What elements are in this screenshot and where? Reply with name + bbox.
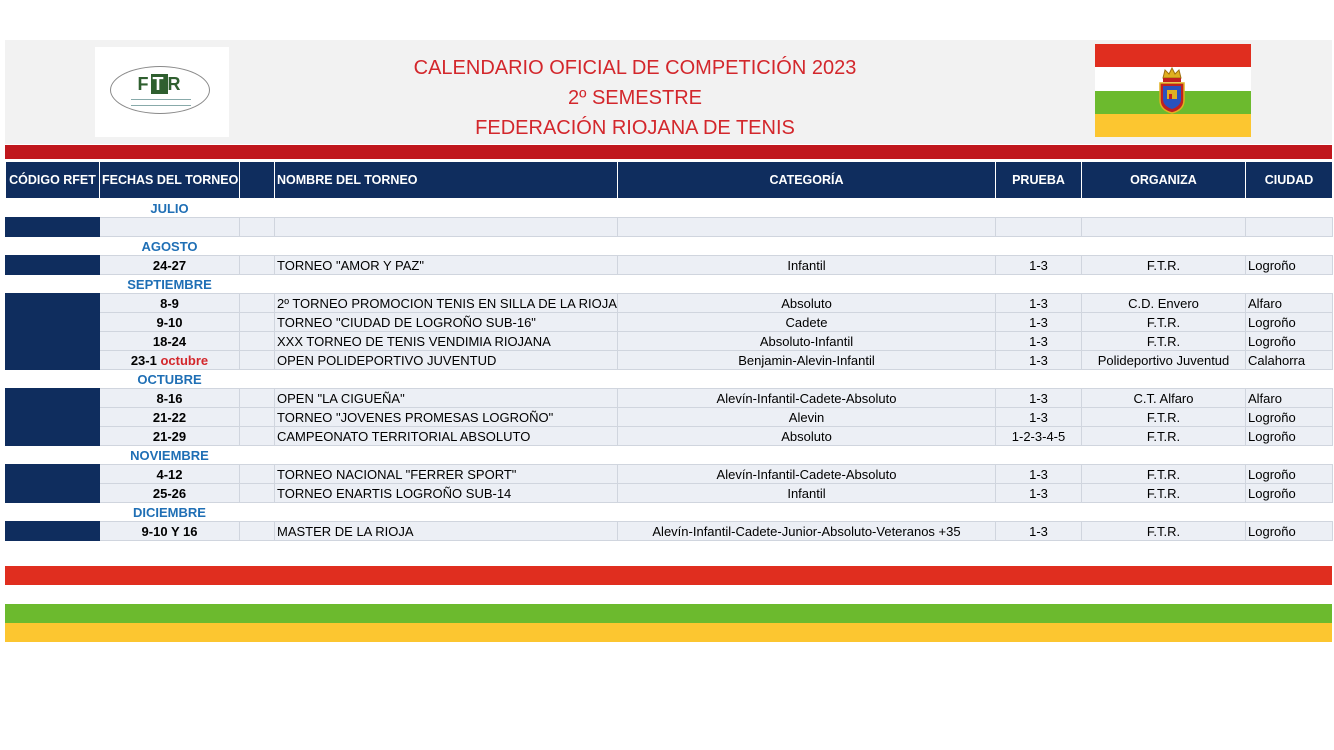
month-row (6, 199, 1333, 218)
month-row-cell (275, 199, 618, 218)
codigo-cell (6, 522, 100, 541)
categoria-cell: Alevín-Infantil-Cadete-Absoluto (618, 465, 996, 484)
month-row-cell (996, 446, 1082, 465)
col-organiza: ORGANIZA (1082, 162, 1246, 199)
table-row (6, 218, 1333, 237)
month-label: AGOSTO (100, 237, 240, 256)
table-row (6, 427, 1333, 446)
categoria-cell: Alevín-Infantil-Cadete-Absoluto (618, 389, 996, 408)
coat-of-arms-icon (1155, 64, 1189, 116)
blank-cell (240, 465, 275, 484)
fechas-cell (100, 351, 240, 370)
ciudad-cell: Logroño (1246, 465, 1333, 484)
table-row (6, 522, 1333, 541)
categoria-cell: Benjamin-Alevin-Infantil (618, 351, 996, 370)
blank-cell (240, 332, 275, 351)
title-line-3: FEDERACIÓN RIOJANA DE TENIS (475, 117, 795, 139)
categoria-cell: Infantil (618, 256, 996, 275)
organiza-cell: F.T.R. (1082, 427, 1246, 446)
nombre-cell (275, 218, 618, 237)
nombre-cell: OPEN POLIDEPORTIVO JUVENTUD (275, 351, 618, 370)
title-line-1: CALENDARIO OFICIAL DE COMPETICIÓN 2023 (413, 57, 857, 79)
nombre-cell: TORNEO NACIONAL "FERRER SPORT" (275, 465, 618, 484)
month-row-cell (6, 199, 100, 218)
categoria-cell: Absoluto (618, 294, 996, 313)
month-row-cell (275, 446, 618, 465)
month-row-cell (240, 503, 275, 522)
month-row-cell (618, 370, 996, 389)
prueba-cell: 1-3 (996, 408, 1082, 427)
month-row-cell (1246, 199, 1333, 218)
categoria-cell (618, 218, 996, 237)
table-row (6, 256, 1333, 275)
prueba-cell: 1-3 (996, 332, 1082, 351)
month-row-cell (240, 446, 275, 465)
fechas-cell (100, 218, 240, 237)
table-row (6, 408, 1333, 427)
month-row-cell (6, 237, 100, 256)
prueba-cell: 1-3 (996, 351, 1082, 370)
blank-cell (240, 522, 275, 541)
nombre-cell: TORNEO "AMOR Y PAZ" (275, 256, 618, 275)
categoria-cell: Absoluto-Infantil (618, 332, 996, 351)
month-label: JULIO (100, 199, 240, 218)
month-row-cell (1082, 199, 1246, 218)
col-blank (240, 162, 275, 199)
blank-cell (240, 218, 275, 237)
month-row-cell (275, 275, 618, 294)
organiza-cell: Polideportivo Juventud (1082, 351, 1246, 370)
ciudad-cell: Alfaro (1246, 389, 1333, 408)
header-red-bar (5, 145, 1332, 159)
blank-cell (240, 389, 275, 408)
fechas-cell: 21-29 (100, 427, 240, 446)
categoria-cell: Alevin (618, 408, 996, 427)
codigo-cell (6, 408, 100, 427)
prueba-cell: 1-3 (996, 522, 1082, 541)
nombre-cell: TORNEO ENARTIS LOGROÑO SUB-14 (275, 484, 618, 503)
month-row-cell (1246, 446, 1333, 465)
month-row-cell (6, 275, 100, 294)
month-row-cell (618, 237, 996, 256)
month-row-cell (6, 446, 100, 465)
month-label: DICIEMBRE (100, 503, 240, 522)
month-row-cell (1082, 446, 1246, 465)
codigo-cell (6, 389, 100, 408)
month-row-cell (240, 370, 275, 389)
prueba-cell: 1-3 (996, 256, 1082, 275)
fechas-cell: 9-10 (100, 313, 240, 332)
month-row-cell (996, 199, 1082, 218)
organiza-cell: F.T.R. (1082, 484, 1246, 503)
categoria-cell: Infantil (618, 484, 996, 503)
band-green (5, 604, 1332, 623)
month-row-cell (240, 275, 275, 294)
prueba-cell: 1-3 (996, 465, 1082, 484)
fechas-cell: 25-26 (100, 484, 240, 503)
month-row-cell (6, 370, 100, 389)
month-row-cell (1082, 503, 1246, 522)
codigo-cell (6, 218, 100, 237)
ciudad-cell (1246, 218, 1333, 237)
fechas-cell: 4-12 (100, 465, 240, 484)
ciudad-cell: Logroño (1246, 427, 1333, 446)
calendar-table (5, 161, 1333, 541)
categoria-cell: Cadete (618, 313, 996, 332)
ciudad-cell: Logroño (1246, 408, 1333, 427)
fechas-cell: 9-10 Y 16 (100, 522, 240, 541)
organiza-cell: F.T.R. (1082, 465, 1246, 484)
prueba-cell: 1-2-3-4-5 (996, 427, 1082, 446)
page-title (275, 53, 995, 143)
organiza-cell: F.T.R. (1082, 408, 1246, 427)
ciudad-cell: Logroño (1246, 313, 1333, 332)
band-yellow (5, 623, 1332, 642)
prueba-cell (996, 218, 1082, 237)
nombre-cell: CAMPEONATO TERRITORIAL ABSOLUTO (275, 427, 618, 446)
month-row-cell (1082, 370, 1246, 389)
codigo-cell (6, 313, 100, 332)
organiza-cell (1082, 218, 1246, 237)
codigo-cell (6, 465, 100, 484)
nombre-cell: TORNEO "CIUDAD DE LOGROÑO SUB-16" (275, 313, 618, 332)
month-row-cell (1082, 275, 1246, 294)
ciudad-cell: Calahorra (1246, 351, 1333, 370)
nombre-cell: XXX TORNEO DE TENIS VENDIMIA RIOJANA (275, 332, 618, 351)
month-row-cell (240, 237, 275, 256)
blank-cell (240, 351, 275, 370)
fechas-cell: 24-27 (100, 256, 240, 275)
table-row (6, 351, 1333, 370)
month-row-cell (275, 370, 618, 389)
month-row-cell (6, 503, 100, 522)
categoria-cell: Absoluto (618, 427, 996, 446)
fechas-cell: 21-22 (100, 408, 240, 427)
month-row-cell (275, 503, 618, 522)
prueba-cell: 1-3 (996, 389, 1082, 408)
title-line-2: 2º SEMESTRE (567, 87, 702, 109)
month-row-cell (996, 370, 1082, 389)
ftr-logo (95, 47, 229, 137)
nombre-cell: MASTER DE LA RIOJA (275, 522, 618, 541)
codigo-cell (6, 484, 100, 503)
table-row (6, 465, 1333, 484)
organiza-cell: F.T.R. (1082, 522, 1246, 541)
col-categoria: CATEGORÍA (618, 162, 996, 199)
prueba-cell: 1-3 (996, 484, 1082, 503)
month-label: OCTUBRE (100, 370, 240, 389)
codigo-cell (6, 351, 100, 370)
month-row-cell (996, 275, 1082, 294)
nombre-cell: OPEN "LA CIGUEÑA" (275, 389, 618, 408)
nombre-cell: TORNEO "JOVENES PROMESAS LOGROÑO" (275, 408, 618, 427)
month-row-cell (1246, 237, 1333, 256)
band-red (5, 566, 1332, 585)
blank-cell (240, 484, 275, 503)
ciudad-cell: Logroño (1246, 256, 1333, 275)
la-rioja-flag (1095, 44, 1251, 137)
logo-subtitle-lines (131, 99, 191, 106)
table-row (6, 332, 1333, 351)
month-row (6, 275, 1333, 294)
col-prueba: PRUEBA (996, 162, 1082, 199)
date-range: 23-1 (130, 352, 157, 368)
month-row-cell (1246, 370, 1333, 389)
organiza-cell: F.T.R. (1082, 332, 1246, 351)
col-ciudad: CIUDAD (1246, 162, 1333, 199)
table-row (6, 294, 1333, 313)
col-fechas: FECHAS DEL TORNEO (100, 162, 240, 199)
month-row (6, 446, 1333, 465)
month-row-cell (275, 237, 618, 256)
fechas-cell: 8-16 (100, 389, 240, 408)
organiza-cell: F.T.R. (1082, 256, 1246, 275)
col-codigo: CÓDIGO RFET (6, 162, 100, 199)
month-row-cell (996, 503, 1082, 522)
fechas-cell: 18-24 (100, 332, 240, 351)
codigo-cell (6, 256, 100, 275)
prueba-cell: 1-3 (996, 313, 1082, 332)
logo-text: F T R (137, 74, 183, 94)
ciudad-cell: Logroño (1246, 332, 1333, 351)
date-extra-month: octubre (160, 352, 209, 368)
organiza-cell: F.T.R. (1082, 313, 1246, 332)
codigo-cell (6, 427, 100, 446)
month-row-cell (1082, 237, 1246, 256)
organiza-cell: C.D. Envero (1082, 294, 1246, 313)
prueba-cell: 1-3 (996, 294, 1082, 313)
ciudad-cell: Logroño (1246, 484, 1333, 503)
month-row-cell (240, 199, 275, 218)
month-row (6, 503, 1333, 522)
month-row (6, 237, 1333, 256)
blank-cell (240, 294, 275, 313)
fechas-cell: 8-9 (100, 294, 240, 313)
nombre-cell: 2º TORNEO PROMOCION TENIS EN SILLA DE LA RIOJA (275, 294, 618, 313)
logo-oval (110, 66, 210, 114)
blank-cell (240, 313, 275, 332)
header (5, 40, 1332, 144)
categoria-cell: Alevín-Infantil-Cadete-Junior-Absoluto-Veteranos +35 (618, 522, 996, 541)
table-row (6, 389, 1333, 408)
codigo-cell (6, 332, 100, 351)
month-label: SEPTIEMBRE (100, 275, 240, 294)
table-header-row (6, 162, 1333, 199)
month-row-cell (618, 275, 996, 294)
table-row (6, 484, 1333, 503)
col-nombre: NOMBRE DEL TORNEO (275, 162, 618, 199)
month-row-cell (1246, 503, 1333, 522)
table-row (6, 313, 1333, 332)
blank-cell (240, 256, 275, 275)
organiza-cell: C.T. Alfaro (1082, 389, 1246, 408)
blank-cell (240, 408, 275, 427)
month-row-cell (618, 503, 996, 522)
month-row-cell (1246, 275, 1333, 294)
month-row-cell (618, 446, 996, 465)
month-row-cell (996, 237, 1082, 256)
calendar-sheet (5, 40, 1332, 642)
month-label: NOVIEMBRE (100, 446, 240, 465)
month-row (6, 370, 1333, 389)
ciudad-cell: Logroño (1246, 522, 1333, 541)
blank-cell (240, 427, 275, 446)
ciudad-cell: Alfaro (1246, 294, 1333, 313)
codigo-cell (6, 294, 100, 313)
month-row-cell (618, 199, 996, 218)
